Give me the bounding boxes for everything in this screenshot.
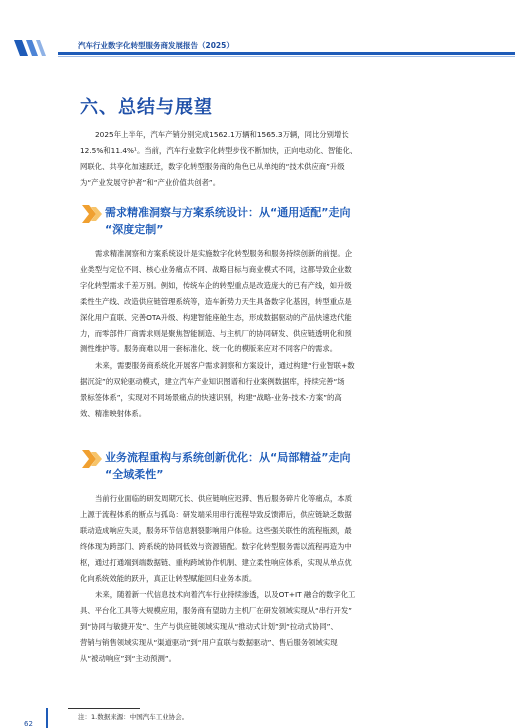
demand-paragraph-2 <box>80 358 445 422</box>
text-line: 柔性生产线、改造供应链管理系统等，造车新势力天生具备数字化基因，转型重点是 <box>80 296 352 306</box>
text-line: 上源于流程体系的断点与孤岛：研发端采用串行流程导致反馈滞后，供应链缺乏数据 <box>80 509 352 519</box>
text-line: 深化用户直联、完善OTA升级、构建智能座舱生态，形成数据驱动的产品快速迭代能 <box>80 312 352 322</box>
text-line: 测性维护等。服务商难以用一套标准化、统一化的模版来应对不同客户的需求。 <box>80 344 338 354</box>
text-line: 未来，随着新一代信息技术向着汽车行业持续渗透，以及OT+IT 融合的数字化工 <box>95 590 356 599</box>
header-rule <box>58 52 515 55</box>
text-line: 2025年上半年，汽车产销分别完成1562.1万辆和1565.3万辆，同比分别增长 <box>95 130 349 139</box>
subheading-process-restructure: 业务流程重构与系统创新优化：从“局部精益”走向 “全域柔性” <box>105 451 351 481</box>
section-title: 六、总结与展望 <box>80 97 213 118</box>
text-line: 力，而零部件厂商需求则是聚焦智能制造、与主机厂的协同研发、供应链透明化和预 <box>80 328 352 338</box>
text-line: 网联化、共享化加速跃迁，数字化转型服务商的角色已从单纯的“技术供应商”升级 <box>80 161 345 171</box>
text-line: 到“协同与敏捷开发”、生产与供应链领域实现从“推动式计划”到“拉动式协同”、 <box>80 621 338 631</box>
intro-paragraph <box>80 127 445 191</box>
report-title: 汽车行业数字化转型服务商发展报告（2025） <box>78 41 234 50</box>
demand-paragraph-1 <box>80 246 445 357</box>
text-line: 化向系统效能的跃升，真正让转型赋能回归业务本质。 <box>80 573 257 583</box>
process-paragraph-2 <box>80 587 445 667</box>
double-chevron-icon <box>80 203 104 225</box>
text-line: 当前行业面临的研发周期冗长、供应链响应迟滞、售后服务碎片化等痛点，本质 <box>95 494 353 503</box>
page-number: 62 <box>24 720 33 728</box>
text-line: 业类型与定位不同、核心业务痛点不同、战略目标与商业模式不同，这都导致企业数 <box>80 264 352 274</box>
text-line: 终体现为跨部门、跨系统的协同低效与资源错配。数字化转型服务需以流程再造为中 <box>80 541 352 551</box>
text-line: 为“产业发展守护者”和“产业价值共创者”。 <box>80 177 221 187</box>
header-rule-thin <box>58 56 515 57</box>
footnote-divider <box>68 708 140 709</box>
text-line: 联动造成响应失灵，服务环节信息割裂影响用户体验。这些强关联性的流程瓶颈，最 <box>80 525 352 535</box>
double-chevron-icon <box>80 448 104 470</box>
text-line: 枢，通过打通端到端数据链、重构跨域协作机制、建立柔性响应体系，实现从单点优 <box>80 557 352 567</box>
page-header <box>0 0 515 62</box>
text-line: 景标签体系”，实现对不同场景痛点的快速识别，构建“战略-业务-技术-方案”的高 <box>80 392 342 402</box>
text-line: 效、精准映射体系。 <box>80 408 147 418</box>
text-line: 从“被动响应”到“主动预测”。 <box>80 653 176 663</box>
page-number-bar <box>46 708 48 728</box>
text-line: 需求精准洞察和方案系统设计是实施数字化转型服务和服务持续创新的前提。企 <box>95 249 353 258</box>
text-line: 12.5%和11.4%¹。当前，汽车行业数字化转型步伐不断加快，正向电动化、智能化、 <box>80 145 358 155</box>
text-line: 据沉淀”的双轮驱动模式，建立汽车产业知识图谱和行业案例数据库，持续完善“场 <box>80 376 345 386</box>
text-line: 营销与销售领域实现从“渠道驱动”到“用户直联与数据驱动”、售后服务领域实现 <box>80 637 338 647</box>
text-line: 具、平台化工具等大规模应用，服务商有望助力主机厂在研发领域实现从“串行开发” <box>80 605 352 615</box>
text-line: 未来，需要服务商系统化开展客户需求洞察和方案设计，通过构建“行业智联+数 <box>95 361 355 370</box>
subheading-demand-insight: 需求精准洞察与方案系统设计：从“通用适配”走向 “深度定制” <box>105 206 351 236</box>
text-line: 字化转型需求千差万别。例如，传统车企的转型重点是改造庞大的已有产线，如升级 <box>80 280 352 290</box>
footnote: 注：1.数据来源：中国汽车工业协会。 <box>78 713 189 721</box>
process-paragraph-1 <box>80 491 445 586</box>
